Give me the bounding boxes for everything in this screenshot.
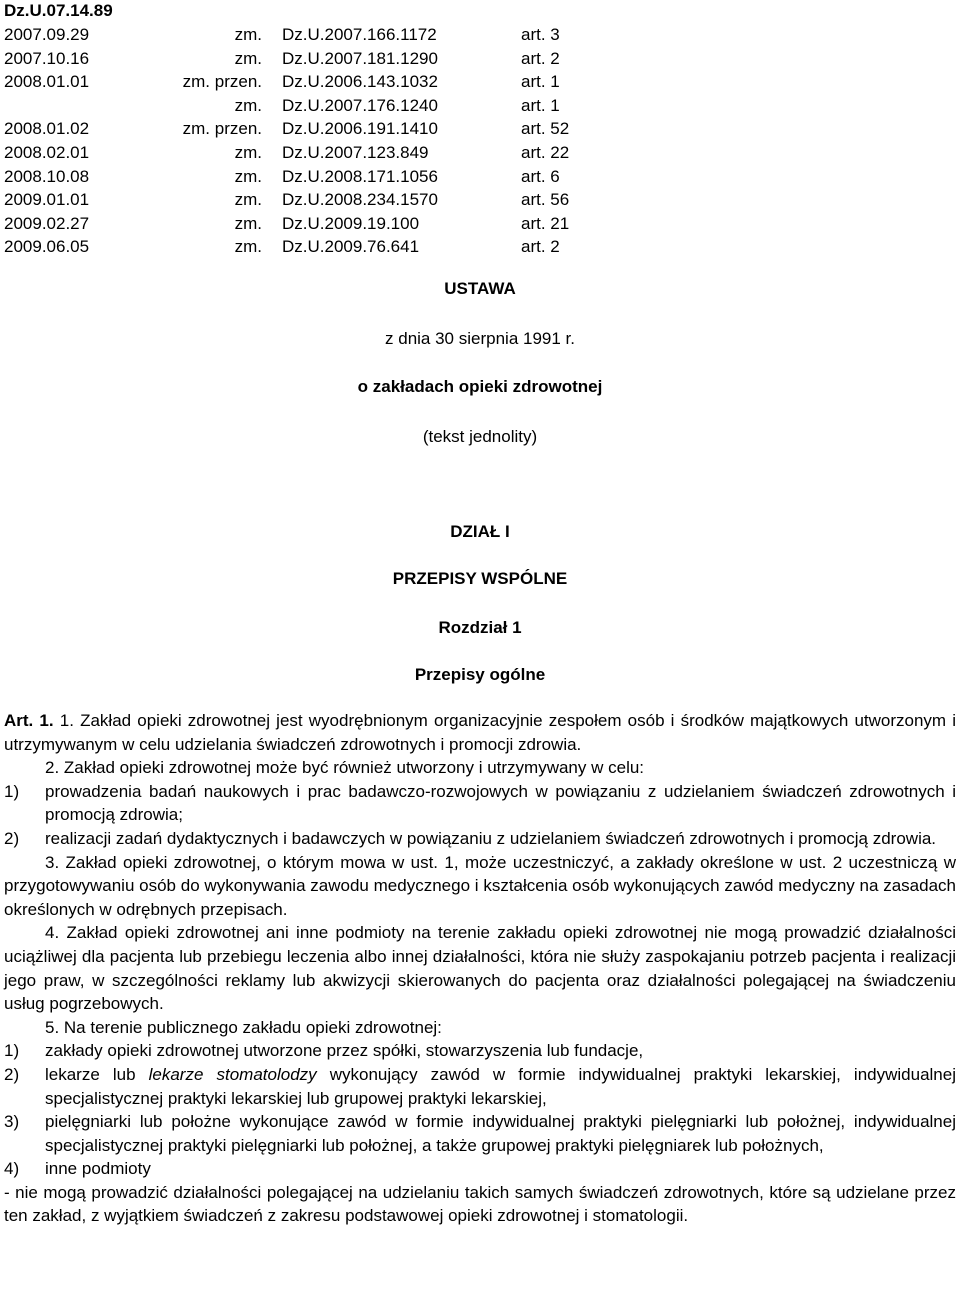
article-1-paragraph-5: 5. Na terenie publicznego zakładu opieki zdrowotnej: bbox=[45, 1017, 442, 1037]
amendment-date: 2009.06.05 bbox=[4, 237, 90, 257]
amendment-reference: Dz.U.2007.123.849 bbox=[282, 142, 429, 162]
amendment-reference: Dz.U.2009.76.641 bbox=[282, 237, 420, 257]
article-1-paragraph-5-tail: - nie mogą prowadzić działalności polegającej na udzielaniu takich samych świadczeń zdrowotnych, które są udzielane przez ten zakład, z wyjątkiem świadczeń z zakresu podstawowej opieki zdrowotnej i stomatologii. bbox=[4, 1182, 956, 1226]
amendment-reference: Dz.U.2009.19.100 bbox=[282, 213, 420, 233]
list-item-italic-text: lekarze stomatolodzy bbox=[148, 1064, 317, 1084]
list-item-text: realizacji zadań dydaktycznych i badawczych w powiązaniu z udzielaniem świadczeń zdrowotnych i promocją zdrowia. bbox=[45, 828, 937, 848]
amendment-date: 2009.02.27 bbox=[4, 213, 90, 233]
article-1-paragraph-1 bbox=[4, 709, 956, 756]
amendment-type: zm. bbox=[234, 25, 262, 44]
amendment-reference: Dz.U.2008.171.1056 bbox=[282, 166, 438, 186]
amendment-date: 2009.01.01 bbox=[4, 190, 90, 210]
amendment-article: art. 1 bbox=[521, 72, 560, 92]
list-item-text: pielęgniarki lub położne wykonujące zawód w formie indywidualnej praktyki pielęgniarki lub położnej, indywidualnej specjalistycznej praktyki pielęgniarki lub położnej, a także grupowej praktyki pielęgniarek lub położnych, bbox=[45, 1112, 956, 1155]
paragraph-text: 1. Zakład opieki zdrowotnej jest wyodrębnionym organizacyjnie zespołem osób i środków majątkowych utworzonym i utrzymywanym w celu udzielania świadczeń zdrowotnych i promocji zdrowia. bbox=[4, 711, 957, 754]
chapter-title: Przepisy ogólne bbox=[414, 665, 546, 684]
amendment-row bbox=[0, 95, 960, 119]
article-1-paragraph-3: 3. Zakład opieki zdrowotnej, o którym mowa w ust. 1, może uczestniczyć, a zakłady określone w ust. 2 uczestniczą w przygotowywaniu osób do wykonywania zawodu medycznego i kształcenia osób wykonujących zawód medyczny na zasadach określonych w odrębnych przepisach. bbox=[4, 852, 956, 919]
list-item-text-part: lekarze lub bbox=[45, 1064, 149, 1084]
amendment-row bbox=[0, 166, 960, 190]
list-item-number: 2) bbox=[4, 1064, 20, 1084]
act-type: USTAWA bbox=[444, 279, 516, 298]
list-item bbox=[4, 1110, 956, 1157]
list-item-text bbox=[45, 1063, 956, 1110]
amendment-article: art. 56 bbox=[521, 190, 570, 210]
amendment-date: 2008.01.02 bbox=[4, 119, 90, 139]
list-item-number: 4) bbox=[4, 1159, 20, 1179]
amendment-article: art. 52 bbox=[521, 119, 570, 139]
amendment-article: art. 2 bbox=[521, 237, 560, 257]
list-item bbox=[4, 1039, 956, 1063]
amendment-date: 2008.10.08 bbox=[4, 166, 90, 186]
list-item-number: 1) bbox=[4, 781, 20, 801]
amendment-type: zm. bbox=[234, 237, 262, 257]
amendment-article: art. 3 bbox=[521, 25, 560, 44]
amendment-row bbox=[0, 71, 960, 95]
list-item bbox=[4, 1157, 956, 1181]
amendment-type: zm. bbox=[234, 213, 262, 233]
amendment-row bbox=[0, 142, 960, 166]
list-item bbox=[4, 1063, 956, 1110]
amendment-article: art. 6 bbox=[521, 166, 560, 186]
article-body bbox=[4, 709, 956, 1228]
amendment-article: art. 21 bbox=[521, 213, 570, 233]
list-item bbox=[4, 780, 956, 827]
amendment-date: 2007.09.29 bbox=[4, 25, 90, 44]
amendment-row bbox=[0, 118, 960, 142]
act-title: o zakładach opieki zdrowotnej bbox=[357, 377, 603, 396]
chapter-heading: Rozdział 1 bbox=[438, 618, 522, 637]
amendment-article: art. 2 bbox=[521, 48, 560, 68]
division-title: PRZEPISY WSPÓLNE bbox=[392, 569, 568, 588]
amendment-reference: Dz.U.2006.191.1410 bbox=[282, 119, 438, 139]
list-item-number: 2) bbox=[4, 828, 20, 848]
list-item-number: 3) bbox=[4, 1112, 20, 1132]
amendment-type: zm. bbox=[234, 48, 262, 68]
amendment-type: zm. przen. bbox=[182, 119, 262, 139]
amendment-reference: Dz.U.2007.166.1172 bbox=[282, 25, 437, 44]
amendment-type: zm. bbox=[234, 166, 262, 186]
amendment-date: 2007.10.16 bbox=[4, 48, 90, 68]
amendment-type: zm. bbox=[234, 142, 262, 162]
amendment-reference: Dz.U.2008.234.1570 bbox=[282, 190, 438, 210]
amendment-row bbox=[0, 48, 960, 72]
act-note: (tekst jednolity) bbox=[422, 427, 538, 446]
act-date: z dnia 30 sierpnia 1991 r. bbox=[385, 329, 575, 348]
list-item-text: zakłady opieki zdrowotnej utworzone przez spółki, stowarzyszenia lub fundacje, bbox=[45, 1041, 644, 1061]
amendment-row bbox=[0, 213, 960, 237]
amendment-reference: Dz.U.2007.181.1290 bbox=[282, 48, 438, 68]
article-label: Art. 1. bbox=[4, 711, 54, 730]
amendment-reference: Dz.U.2006.143.1032 bbox=[282, 72, 438, 92]
list-item bbox=[4, 827, 956, 851]
article-1-paragraph-2: 2. Zakład opieki zdrowotnej może być również utworzony i utrzymywany w celu: bbox=[45, 758, 645, 778]
amendment-article: art. 1 bbox=[521, 95, 560, 115]
list-item-number: 1) bbox=[4, 1041, 20, 1061]
amendment-row bbox=[0, 236, 960, 260]
list-item-text: inne podmioty bbox=[45, 1159, 151, 1179]
amendment-reference: Dz.U.2007.176.1240 bbox=[282, 95, 438, 115]
amendment-date: 2008.01.01 bbox=[4, 72, 90, 92]
article-1-paragraph-4: 4. Zakład opieki zdrowotnej ani inne podmioty na terenie zakładu opieki zdrowotnej nie mogą prowadzić działalności uciążliwej dla pacjenta lub przebiegu leczenia albo innej działalności, która nie służy zaspokajaniu potrzeb pacjenta i realizacji jego praw, w szczególności reklamy lub akwizycji skierowanych do pacjenta oraz działalności polegającej na świadczeniu usług pogrzebowych. bbox=[4, 923, 956, 1014]
amendment-date: 2008.02.01 bbox=[4, 142, 90, 162]
list-item-text: prowadzenia badań naukowych i prac badawczo-rozwojowych w powiązaniu z udzielaniem świadczeń zdrowotnych i promocją zdrowia; bbox=[45, 781, 956, 825]
list-item-text-part: wykonujący zawód w formie indywidualnej praktyki lekarskiej, indywidualnej specjalistycznej praktyki lekarskiej lub grupowej praktyki lekarskiej, bbox=[45, 1064, 956, 1108]
amendment-row bbox=[0, 24, 960, 48]
amendment-row bbox=[0, 189, 960, 213]
amendment-type: zm. bbox=[234, 95, 262, 115]
amendment-type: zm. przen. bbox=[182, 72, 262, 92]
amendment-type: zm. bbox=[234, 190, 262, 210]
document-id: Dz.U.07.14.89 bbox=[4, 1, 113, 20]
amendments-table bbox=[0, 24, 960, 260]
division-heading: DZIAŁ I bbox=[450, 522, 510, 541]
amendment-article: art. 22 bbox=[521, 142, 570, 162]
